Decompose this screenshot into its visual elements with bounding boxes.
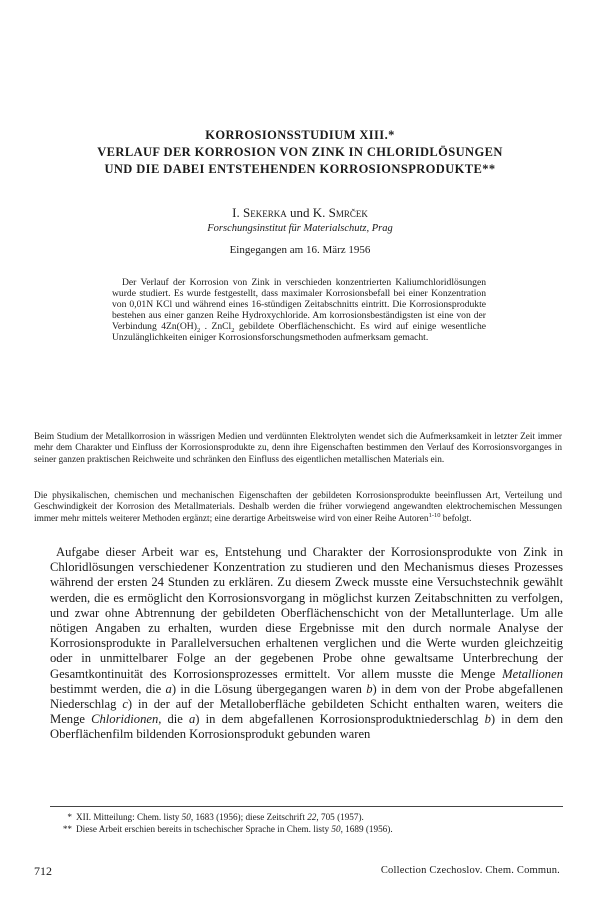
footnote-1-mark: * — [67, 812, 72, 822]
footnote-2-mark: ** — [62, 824, 72, 834]
main-emphasis-chloridionen: Chloridionen — [91, 712, 159, 727]
intro-paragraph-2-text: Die physikalischen, chemischen und mechanischen Eigenschaften der gebildeten Korrosionsprodukte beeinflussen Art, Verteilung und Geschwindigkeit der Korrosion des Metallmaterials. Deshalb werden die früher vorwiegend angewandten elektrochemischen Messungen immer mehr mittels weiterer Methoden ergänzt; eine derartige Arbeitsweise wird von einer Reihe Autoren — [34, 491, 562, 524]
reference-superscript: 1-10 — [428, 511, 441, 519]
footnote-1-text-a: XII. Mitteilung: Chem. listy — [76, 812, 182, 822]
author-2-name: Smrček — [328, 205, 368, 220]
main-emphasis-b: b — [366, 681, 373, 696]
main-text-6: , die — [158, 712, 189, 727]
abstract — [112, 277, 486, 344]
footnote-2-volume: 50 — [331, 824, 341, 834]
footnote-1-volume-1: 50 — [181, 812, 191, 822]
abstract-subscript-2: 2 — [231, 327, 235, 335]
footnote-1-text-c: , 705 (1957). — [316, 812, 364, 822]
abstract-text-2: . ZnCl — [200, 321, 232, 333]
author-1-name: Sekerka — [242, 205, 287, 220]
article-title-line-1: VERLAUF DER KORROSION VON ZINK IN CHLORIDLÖSUNGEN — [97, 145, 503, 159]
author-conjunction: und — [286, 205, 313, 220]
page-number: 712 — [34, 864, 52, 878]
main-emphasis-c: c — [122, 697, 128, 712]
main-emphasis-a2: a — [188, 712, 196, 727]
intro-paragraph-1: Beim Studium der Metallkorrosion in wässrigen Medien und verdünnten Elektrolyten wendet sich die Aufmerksamkeit in letzter Zeit immer mehr dem Charakter und Einfluss der Korrosionsprodukte zu, denn ihre Eigenschaften bestimmen den Verlauf des Korrosionsvorganges in seiner ganzen praktischen Reichweite und schränken den Einfluss des eigentlichen metallischen Materials ein. — [34, 432, 562, 465]
author-1-initial: I. — [232, 205, 243, 220]
footnote-1 — [50, 812, 563, 823]
main-text-8: ) in dem den Oberflächenfilm bildenden Korrosionsprodukt gebunden waren — [50, 712, 564, 742]
intro-paragraph-2 — [34, 491, 562, 525]
series-title: KORROSIONSSTUDIUM XIII.* — [205, 128, 395, 142]
main-text-1: Aufgabe dieser Arbeit war es, Entstehung und Charakter der Korrosionsprodukte von Zink in Chloridlösungen verschiedener Konzentration zu studieren und den Mechanismus dieses Prozesses während der ersten 24 Stunden zu erklären. Zu diesem Zweck musste eine Versuchstechnik gewählt werden, die es ermöglicht den Korrosionsvorgang in möglichst kurzen Zeitabschnitten zu verfolgen, und zwar ohne Abtrennung der gebildeten Oberflächenschicht von der Metallunterlage. Um alle nötigen Angaben zu erhalten, wurden diese Ergebnisse mit den durch normale Analyse der Korrosionsprodukte in Parallelversuchen erhaltenen verglichen und die Werte wurden gleichzeitig oder in unmittelbarer Folge an der gegebenen Probe ohne gewaltsame Unterbrechung der Gesamtkontinuität des Korrosionsprozesses ermittelt. Vor allem musste die Menge — [50, 545, 563, 681]
abstract-text-3: gebildete Oberflächenschicht. Es wird auf einige wesentliche Unzulänglichkeiten einiger Korrosionsforschungsmethoden aufmerksam gemacht. — [112, 321, 486, 344]
footnote-divider — [50, 806, 563, 807]
footnote-2 — [50, 824, 563, 835]
institute: Forschungsinstitut für Materialschutz, Prag — [207, 223, 393, 234]
abstract-subscript-1: 2 — [196, 327, 201, 335]
main-text-2: bestimmt werden, die — [50, 681, 166, 696]
article-title-line-2: UND DIE DABEI ENTSTEHENDEN KORROSIONSPRODUKTE** — [104, 162, 496, 176]
intro-paragraph-2-end: befolgt. — [440, 513, 472, 524]
footnote-1-volume-2: 22 — [307, 812, 317, 822]
footnote-2-text-a: Diese Arbeit erschien bereits in tschechischer Sprache in Chem. listy — [76, 824, 332, 834]
main-emphasis-metallionen: Metallionen — [502, 666, 563, 681]
footnote-1-text-b: , 1683 (1956); diese Zeitschrift — [190, 812, 308, 822]
main-paragraph — [50, 545, 563, 743]
main-emphasis-a: a — [165, 681, 172, 696]
abstract-text-1: Der Verlauf der Korrosion von Zink in verschieden konzentrierten Kaliumchloridlösungen wurde studiert. Es wurde festgestellt, dass maximaler Korrosionsbefall bei einer Konzentration von 0,01N KCl und während eines 16-stündigen Zeitabschnitts eintritt. Die Korrosionsprodukte bestehen aus einer ganzen Reihe Hydroxychloride. Am korrosionsbeständigsten ist eine von der Verbindung 4Zn(OH) — [112, 277, 486, 333]
received-date: Eingegangen am 16. März 1956 — [229, 244, 371, 256]
author-line — [40, 205, 560, 221]
main-text-7: ) in dem abgefallenen Korrosionsproduktniederschlag — [195, 712, 485, 727]
journal-name: Collection Czechoslov. Chem. Commun. — [380, 865, 560, 876]
main-text-3: ) in die Lösung übergegangen waren — [171, 681, 367, 696]
main-text-5: ) in der auf der Metalloberfläche gebildeten Schicht enthalten waren, weiters die Menge — [50, 697, 563, 727]
main-text-4: ) in dem von der Probe abgefallenen Niederschlag — [50, 681, 563, 712]
main-emphasis-b2: b — [484, 712, 491, 727]
author-2-initial: K. — [312, 205, 329, 220]
footnote-2-text-b: , 1689 (1956). — [340, 824, 393, 834]
